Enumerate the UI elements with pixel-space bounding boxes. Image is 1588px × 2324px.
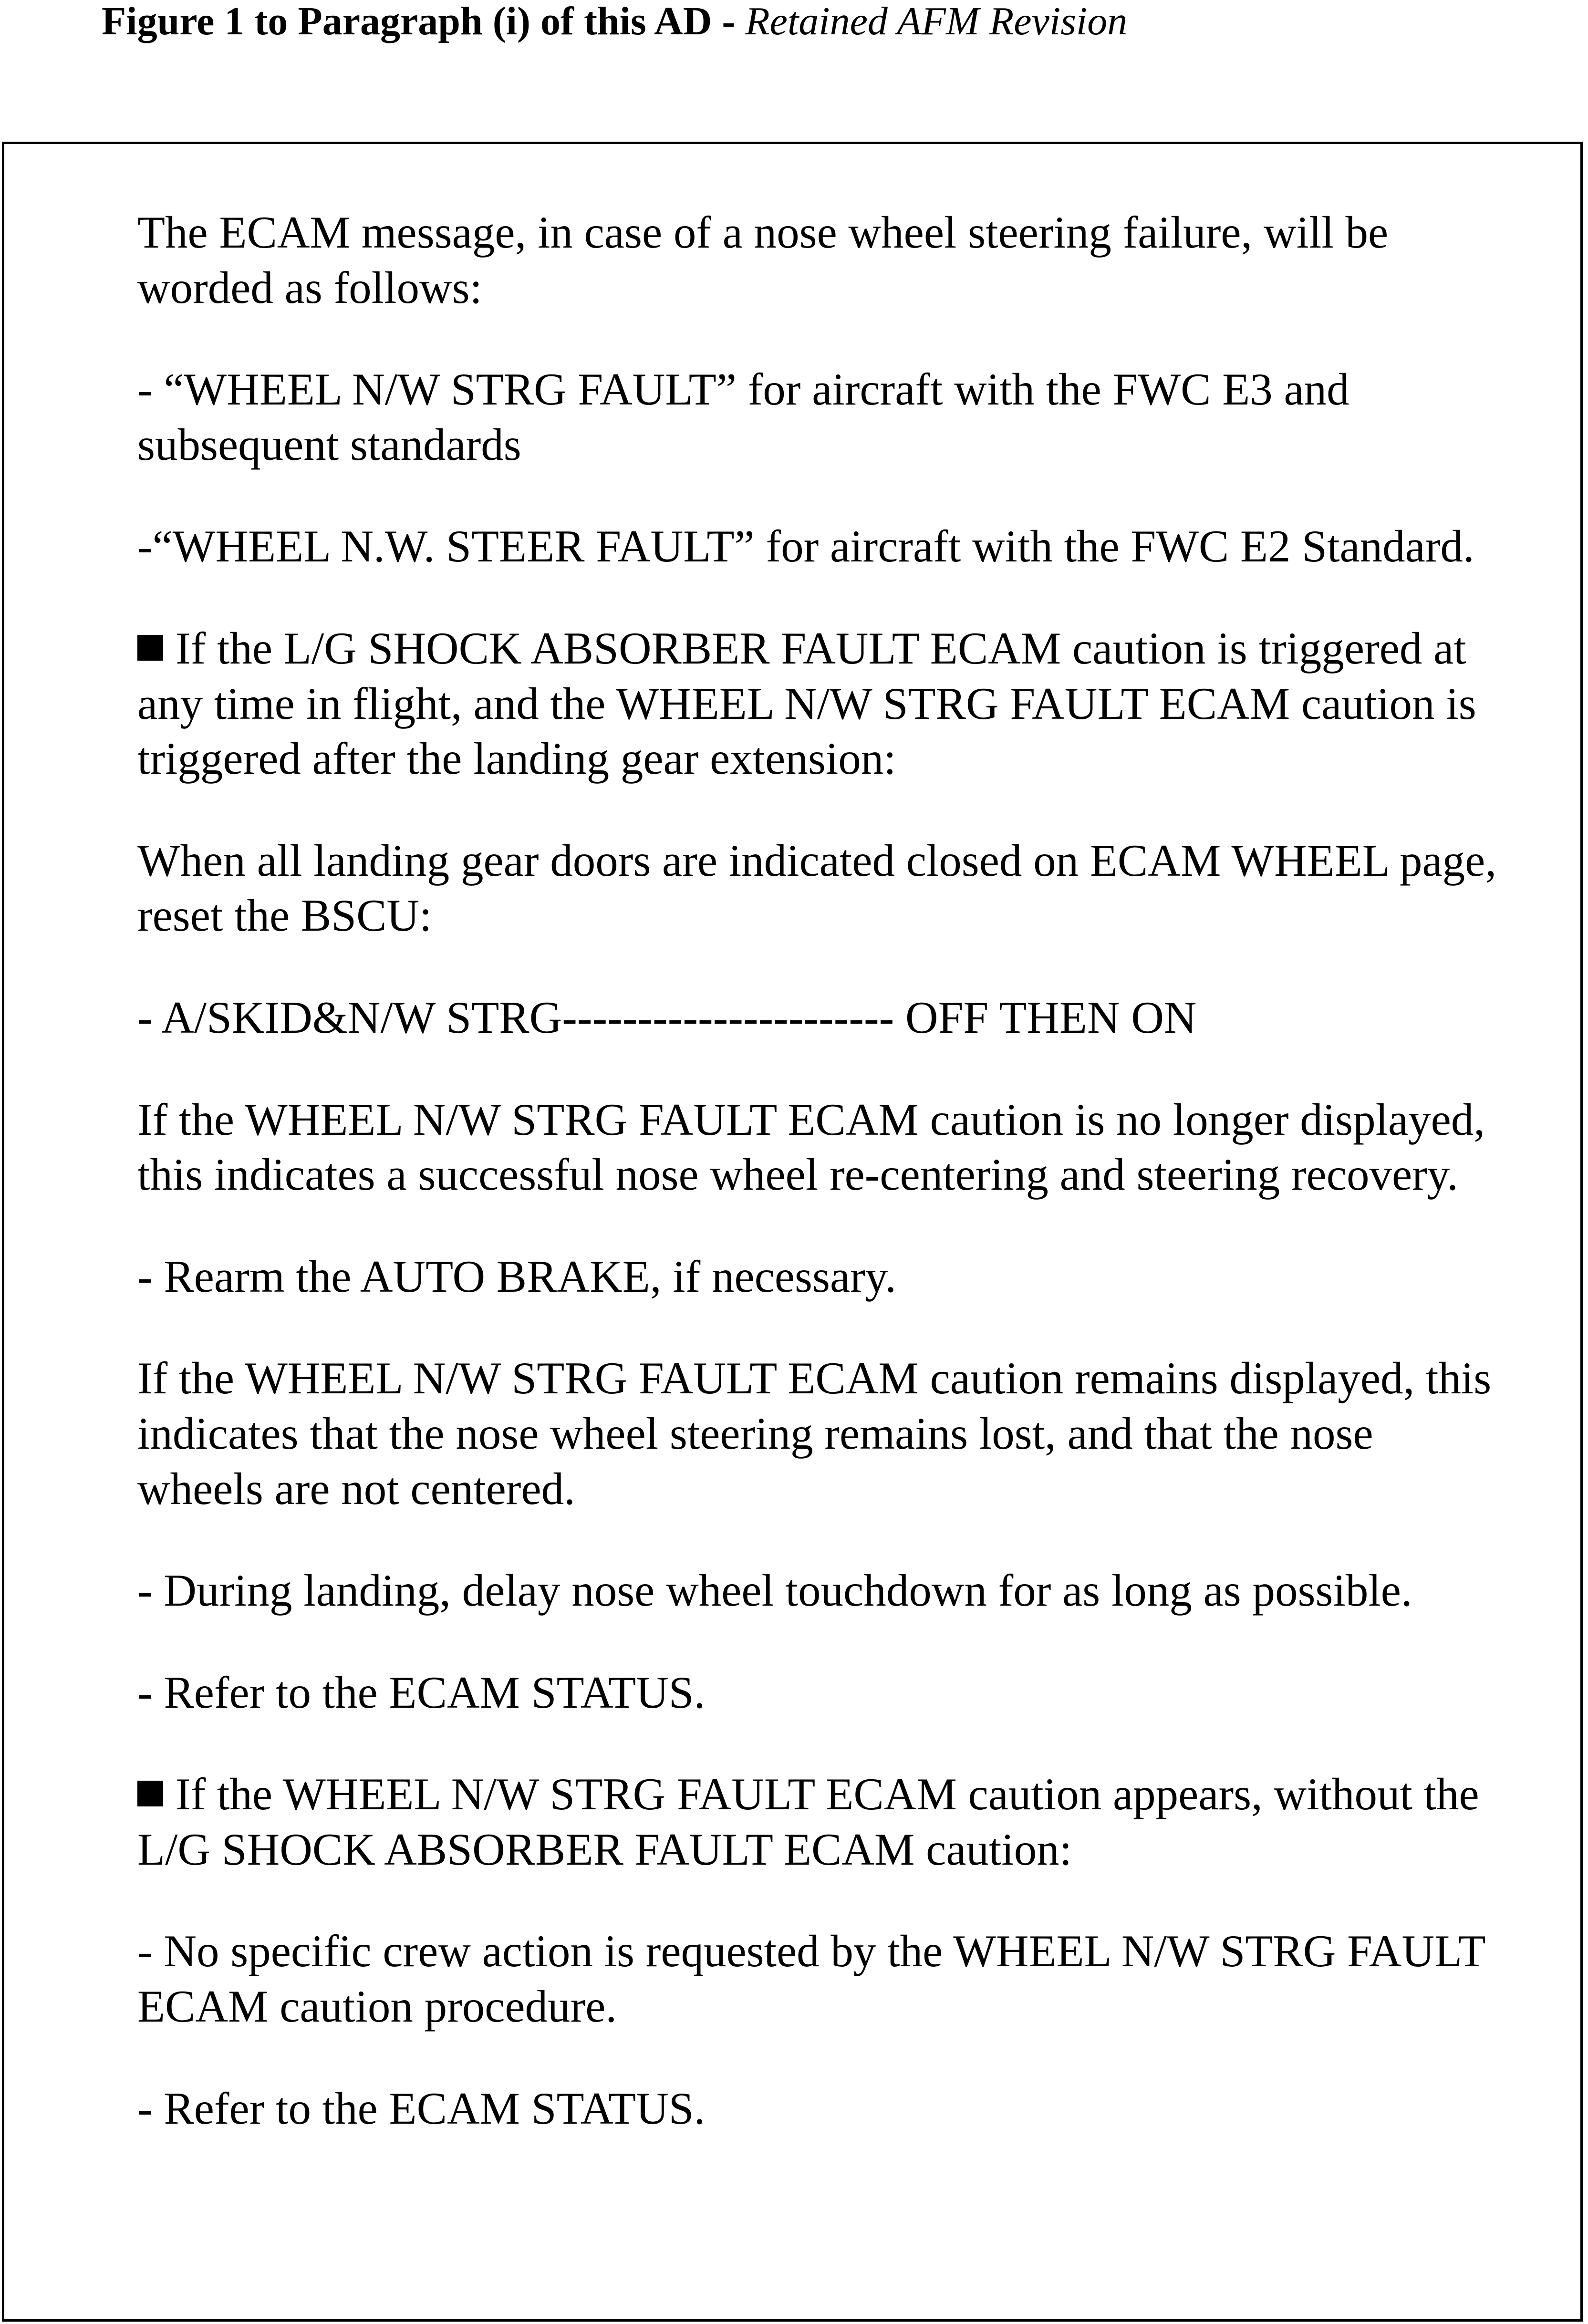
paragraph-refer-ecam-status [137,1665,1506,1721]
paragraph-text: The ECAM message, in case of a nose wheel steering failure, will be worded as follows: [137,207,1389,313]
paragraph-caution-without-shock-absorber [137,1767,1506,1877]
figure-title-italic: Retained AFM Revision [745,0,1128,43]
paragraph-delay-touchdown [137,1563,1506,1618]
paragraph-fwc-e2 [137,519,1506,574]
paragraph-ecam-message-intro [137,205,1506,315]
paragraph-refer-ecam-status [137,2081,1506,2137]
paragraph-successful-recovery [137,1092,1506,1203]
paragraph-fwc-e3 [137,362,1506,472]
square-bullet-icon [137,635,163,661]
afm-revision-content [137,205,1506,2136]
paragraph-text: - A/SKID&N/W STRG---------------------- OFF THEN ON [137,992,1197,1043]
paragraph-shock-absorber-condition [137,621,1506,787]
paragraph-caution-remains [137,1351,1506,1516]
paragraph-text: If the L/G SHOCK ABSORBER FAULT ECAM caution is triggered at any time in flight, and the WHEEL N/W STRG FAULT ECAM caution is triggered after the landing gear extension: [137,622,1476,784]
figure-title [102,0,1127,43]
paragraph-text: - Refer to the ECAM STATUS. [137,2083,706,2134]
paragraph-text: - No specific crew action is requested by the WHEEL N/W STRG FAULT ECAM caution procedure. [137,1926,1485,2032]
paragraph-text: - Refer to the ECAM STATUS. [137,1667,706,1718]
paragraph-text: - During landing, delay nose wheel touchdown for as long as possible. [137,1565,1412,1616]
paragraph-reset-bscu [137,833,1506,944]
paragraph-rearm-auto-brake [137,1249,1506,1305]
figure-title-bold: Figure 1 to Paragraph (i) of this AD - [102,0,746,43]
paragraph-text: If the WHEEL N/W STRG FAULT ECAM caution remains displayed, this indicates that the nose wheel steering remains lost, and that the nose wheels are not centered. [137,1353,1492,1514]
paragraph-text: - Rearm the AUTO BRAKE, if necessary. [137,1251,896,1302]
paragraph-text: If the WHEEL N/W STRG FAULT ECAM caution is no longer displayed, this indicates a successful nose wheel re-centering and steering recovery. [137,1094,1485,1200]
paragraph-text: When all landing gear doors are indicated closed on ECAM WHEEL page, reset the BSCU: [137,835,1497,941]
square-bullet-icon [137,1781,163,1806]
paragraph-text: - “WHEEL N/W STRG FAULT” for aircraft with the FWC E3 and subsequent standards [137,364,1349,470]
paragraph-askid-off-then-on [137,990,1506,1046]
paragraph-text: If the WHEEL N/W STRG FAULT ECAM caution appears, without the L/G SHOCK ABSORBER FAULT ECAM caution: [137,1769,1479,1875]
paragraph-text: -“WHEEL N.W. STEER FAULT” for aircraft with the FWC E2 Standard. [137,521,1474,572]
paragraph-no-crew-action [137,1924,1506,2034]
